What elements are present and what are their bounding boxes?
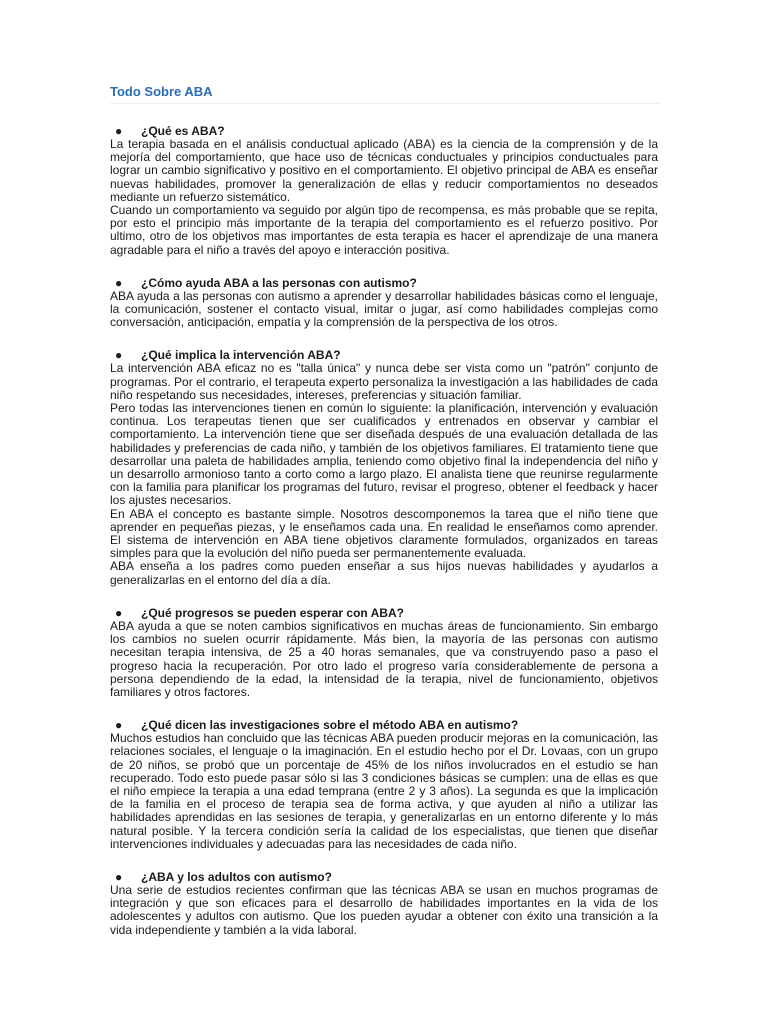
section-heading-text: ¿Cómo ayuda ABA a las personas con autismo?: [141, 275, 417, 290]
section-heading: [110, 871, 658, 884]
section-paragraph: ABA enseña a los padres como pueden enseñar a sus hijos nuevas habilidades y ayudarlos a generalizarlas en el entorno del día a día.: [110, 559, 658, 587]
section-heading: [110, 607, 658, 620]
section-paragraph: Cuando un comportamiento va seguido por algún tipo de recompensa, es más probable que se repita, por esto el principio más importante de la terapia del comportamiento es el refuerzo positivo. Por ultimo, otro de los objetivos mas importantes de esta terapia es hacer el aprendizaje de una manera agradable para el niño a través del apoyo e interacción positiva.: [110, 203, 658, 257]
section-heading-text: ¿Qué progresos se pueden esperar con ABA?: [141, 605, 404, 620]
section-heading-text: ¿Qué dicen las investigaciones sobre el método ABA en autismo?: [141, 718, 519, 733]
bullet-icon: ●: [115, 605, 123, 620]
bullet-icon: ●: [115, 124, 123, 138]
bullet-icon: ●: [115, 718, 123, 733]
section-5: [110, 719, 658, 851]
page-title: Todo Sobre ABA: [110, 84, 660, 104]
section-paragraph: En ABA el concepto es bastante simple. Nosotros descomponemos la tarea que el niño tiene que aprender en pequeñas piezas, y le enseñamos cada una. En realidad le enseñamos como aprender. El sistema de intervención en ABA tiene objetivos claramente formulados, organizados en tareas simples para que la evolución del niño pueda ser permanentemente evaluada.: [110, 506, 658, 561]
bullet-icon: ●: [115, 275, 123, 290]
section-heading: [110, 277, 658, 290]
bullet-icon: ●: [115, 869, 123, 884]
section-6: [110, 871, 658, 937]
section-4: [110, 607, 658, 699]
section-2: [110, 277, 658, 330]
section-3: [110, 349, 658, 586]
document-content: [110, 84, 658, 937]
section-paragraph: Pero todas las intervenciones tienen en común lo siguiente: la planificación, intervención y evaluación continua. Los terapeutas tienen que ser cualificados y entrenados en observar y cambiar el comportamiento. La intervención tiene que ser diseñada después de una evaluación detallada de las habilidades y preferencias de cada niño, y también de los objetivos familiares. El tratamiento tiene que desarrollar una paleta de habilidades amplia, teniendo como objetivo final la independencia del niño y un desarrollo armonioso tanto a corto como a largo plazo. El analista tiene que reunirse regularmente con la familia para planificar los programas del futuro, revisar el progreso, obtener el feedback y hacer los ajustes necesarios.: [110, 401, 658, 508]
section-paragraph: La intervención ABA eficaz no es "talla única" y nunca debe ser vista como un "patrón" conjunto de programas. Por el contrario, el terapeuta experto personaliza la investigación a las habilidades de cada niño respetando sus necesidades, intereses, preferencias y situación familiar.: [110, 361, 658, 402]
section-heading-text: ¿Qué implica la intervención ABA?: [141, 348, 341, 363]
section-paragraph: ABA ayuda a que se noten cambios significativos en muchas áreas de funcionamiento. Sin embargo los cambios no suelen ocurrir rápidamente. Más bien, la mayoría de las personas con autismo necesitan terapia intensiva, de 25 a 40 horas semanales, que va construyendo paso a paso el progreso hacia la recuperación. Por otro lado el progreso varía considerablemente de persona a persona dependiendo de la edad, la intensidad de la terapia, nivel de funcionamiento, objetivos familiares y otros factores.: [110, 618, 658, 699]
bullet-icon: ●: [115, 348, 123, 363]
section-1: [110, 125, 658, 257]
sections-container: [110, 125, 658, 937]
section-paragraph: ABA ayuda a las personas con autismo a aprender y desarrollar habilidades básicas como el lenguaje, la comunicación, sostener el contacto visual, imitar o jugar, así como habilidades complejas como conversación, anticipación, empatía y la comprensión de la perspectiva de los otros.: [110, 288, 658, 330]
section-paragraph: Una serie de estudios recientes confirman que las técnicas ABA se usan en muchos programas de integración y que son eficaces para el desarrollo de habilidades importantes en la vida de los adolescentes y adultos con autismo. Que los pueden ayudar a obtener con éxito una transición a la vida independiente y también a la vida laboral.: [110, 882, 658, 937]
section-paragraph: Muchos estudios han concluido que las técnicas ABA pueden producir mejoras en la comunicación, las relaciones sociales, el lenguaje o la imaginación. En el estudio hecho por el Dr. Lovaas, con un grupo de 20 niños, se probó que un porcentaje de 45% de los niños involucrados en el estudio se han recuperado. Todo esto puede pasar sólo si las 3 condiciones básicas se cumplen: una de ellas es que el niño empiece la terapia a una edad temprana (entre 2 y 3 años). La segunda es que la implicación de la familia en el proceso de terapia sea de forma activa, y que ayuden al niño a utilizar las habilidades aprendidas en las sesiones de terapia, y generalizarlas en un entorno diferente y lo más natural posible. Y la tercera condición sería la calidad de los especialistas, que tienen que diseñar intervenciones individuales y adecuadas para las necesidades de cada niño.: [110, 731, 658, 851]
section-heading-text: ¿Qué es ABA?: [141, 124, 225, 138]
section-paragraph: La terapia basada en el análisis conductual aplicado (ABA) es la ciencia de la comprensión y de la mejoría del comportamiento, que hace uso de técnicas conductuales y principios conductuales para lograr un cambio significativo y positivo en el comportamiento. El objetivo principal de ABA es enseñar nuevas habilidades, promover la generalización de ellas y reducir comportamientos no deseados mediante un refuerzo sistemático.: [110, 137, 658, 204]
section-heading-text: ¿ABA y los adultos con autismo?: [141, 869, 332, 884]
